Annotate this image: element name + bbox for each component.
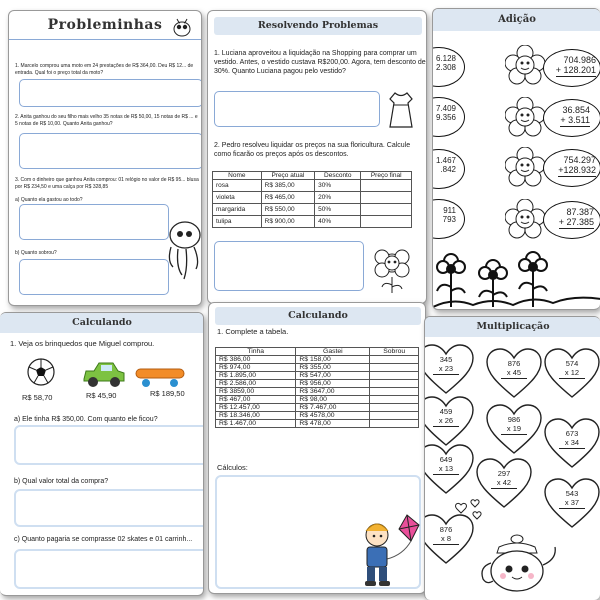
addend: 1.467 [435, 156, 456, 165]
worksheet-calculando-tabela [208, 302, 426, 594]
addend: 704.986 [563, 55, 596, 65]
cell: R$ 4578,00 [296, 412, 370, 420]
addend: 754.297 [563, 155, 596, 165]
answer-cell[interactable] [361, 180, 412, 192]
problema-3a-text: a) Quanto ela gastou ao todo? [15, 197, 83, 203]
table-header: Gastei [296, 348, 370, 356]
resolvendo-question-2: 2. Pedro resolveu liquidar os preços na sua floricultura. Calcule como ficarão os preços após os descontos. [214, 142, 411, 159]
multiplicacao-title: Multiplicação [425, 317, 600, 337]
worksheet-adicao [432, 8, 600, 310]
table-row [216, 412, 419, 420]
soccer-ball-icon [26, 357, 56, 387]
cell: R$ 386,00 [216, 356, 296, 364]
table-row [216, 388, 419, 396]
factor: x 12 [559, 368, 585, 378]
cell: R$ 2.586,00 [216, 380, 296, 388]
problema-1-text: 1. Marcelo comprou uma moto em 24 prestações de R$ 364,00. Deu R$ 12... de entrada. Qual foi o preço total da moto? [15, 63, 194, 76]
factor: 459 [439, 407, 453, 416]
calculando-1-question-b: b) Qual valor total da compra? [14, 478, 109, 485]
multiplication-heart [424, 395, 475, 447]
calculando-2-intro: 1. Complete a tabela. [217, 327, 289, 336]
cell: R$ 18.346,00 [216, 412, 296, 420]
table-header: Preço atual [261, 172, 315, 180]
cell: R$ 98,00 [296, 396, 370, 404]
cell: R$ 7.467,00 [296, 404, 370, 412]
table-row [213, 216, 412, 228]
addend: .842 [440, 164, 456, 174]
addend: +128.932 [558, 164, 596, 175]
cell: R$ 465,00 [261, 192, 315, 204]
flower-garden-icon [433, 247, 600, 309]
cell: R$ 3859,00 [216, 388, 296, 396]
cell: R$ 467,00 [216, 396, 296, 404]
addition-circle-right [543, 99, 600, 137]
table-row [213, 192, 412, 204]
answer-box-a[interactable] [14, 425, 204, 465]
cell: R$ 3647,00 [296, 388, 370, 396]
answer-cell[interactable] [370, 372, 419, 380]
resolvendo-question-1: 1. Luciana aproveitou a liquidação na Shopping para comprar um vestido. Antes, o vestido custava R$200,00. Agora, tem desconto de 30%. Quanto Luciana pagou pelo vestido? [214, 50, 426, 76]
table-row [216, 420, 419, 428]
problema-3-text: 3. Com o dinheiro que ganhou Anita comprou: 01 relógio no valor de R$ 95... blusa por R$ 234,50 e uma calça por R$ 328,85 [15, 177, 199, 190]
calculos-label: Cálculos: [217, 463, 248, 472]
multiplication-heart [543, 417, 600, 469]
resolvendo-calc-box[interactable] [214, 241, 364, 291]
problema-2-text: 2. Anita ganhou do seu filho mais velho 35 notas de R$ 50,00, 15 notas de R$ ... e 5 notas de R$ 10,00. Quanto Anita ganhou? [15, 114, 198, 127]
addend: 36.854 [562, 105, 590, 115]
factor: 543 [565, 489, 579, 498]
small-hearts-icon [455, 497, 485, 521]
bug-icon [169, 15, 195, 39]
answer-cell[interactable] [370, 420, 419, 428]
flower-price-table [212, 171, 412, 228]
calculando-1-title: Calculando [0, 313, 204, 333]
cell: R$ 956,00 [296, 380, 370, 388]
calculando-1-question-c: c) Quanto pagaria se comprasse 02 skates e 01 carrinh... [14, 536, 193, 543]
addend: 9.356 [435, 112, 456, 122]
cell: R$ 158,00 [296, 356, 370, 364]
table-header: Tinha [216, 348, 296, 356]
table-row [213, 180, 412, 192]
cell: 40% [315, 216, 361, 228]
factor: x 45 [501, 368, 527, 378]
skateboard-icon [134, 363, 186, 389]
multiplication-heart [424, 343, 475, 395]
cell: R$ 547,00 [296, 372, 370, 380]
factor: 876 [507, 359, 521, 368]
cell: rosa [213, 180, 262, 192]
cell: R$ 550,00 [261, 204, 315, 216]
table-header: Sobrou [370, 348, 419, 356]
addition-circle-right [543, 49, 600, 87]
factor: x 19 [501, 424, 527, 434]
cell: R$ 12.457,00 [216, 404, 296, 412]
factor: 876 [439, 525, 453, 534]
answer-box-c[interactable] [14, 549, 204, 589]
factor: x 42 [491, 478, 517, 488]
factor: 574 [565, 359, 579, 368]
dress-icon [384, 91, 418, 129]
table-header: Nome [213, 172, 262, 180]
multiplication-heart [543, 347, 600, 399]
answer-cell[interactable] [370, 380, 419, 388]
table-row [216, 404, 419, 412]
cell: R$ 478,00 [296, 420, 370, 428]
factor: 986 [507, 415, 521, 424]
cell: R$ 1.467,00 [216, 420, 296, 428]
boy-with-kite-icon [355, 511, 423, 591]
factor: 649 [439, 455, 453, 464]
factor: x 37 [559, 498, 585, 508]
calculando-1-intro: 1. Veja os brinquedos que Miguel comprou. [10, 339, 155, 348]
soccer-ball-price: R$ 58,70 [22, 393, 53, 402]
worksheet-resolvendo-problemas [207, 10, 427, 304]
worksheet-multiplicacao [424, 316, 600, 600]
multiplication-heart [485, 403, 543, 455]
addend: 2.308 [435, 62, 456, 72]
worksheet-probleminhas [8, 10, 202, 306]
flower-face-icon [505, 147, 545, 187]
toy-car-icon [80, 359, 126, 389]
probleminhas-title: Probleminhas [47, 17, 163, 33]
cell: R$ 355,00 [296, 364, 370, 372]
factor: x 26 [433, 416, 459, 426]
answer-box-3a[interactable] [19, 204, 169, 240]
octopus-icon [163, 219, 202, 289]
cell: 50% [315, 204, 361, 216]
addend: 911 [443, 206, 456, 215]
toy-car-price: R$ 45,90 [86, 391, 117, 400]
cell: violeta [213, 192, 262, 204]
table-row [216, 356, 419, 364]
flower-face-icon [505, 199, 545, 239]
cell: R$ 1.895,00 [216, 372, 296, 380]
teapot-icon [477, 531, 557, 597]
cell: tulipa [213, 216, 262, 228]
cell: margarida [213, 204, 262, 216]
answer-cell[interactable] [370, 396, 419, 404]
flower-character-icon [368, 243, 416, 295]
answer-cell[interactable] [370, 404, 419, 412]
cell: R$ 974,00 [216, 364, 296, 372]
addition-circle-left [432, 47, 465, 87]
addend: + 27.385 [558, 216, 594, 227]
answer-cell[interactable] [370, 388, 419, 396]
table-row [216, 372, 419, 380]
cell: R$ 385,00 [261, 180, 315, 192]
addend: + 3.511 [560, 114, 590, 125]
money-table [215, 347, 419, 428]
table-header: Preço final [361, 172, 412, 180]
addition-circle-right [543, 201, 600, 239]
answer-cell[interactable] [361, 216, 412, 228]
factor: 345 [439, 355, 453, 364]
answer-cell[interactable] [370, 364, 419, 372]
answer-box-1[interactable] [19, 79, 202, 107]
answer-box-b[interactable] [14, 489, 204, 527]
addition-circle-right [543, 149, 600, 187]
factor: x 34 [559, 438, 585, 448]
table-row [213, 204, 412, 216]
factor: x 13 [433, 464, 459, 474]
flower-face-icon [505, 45, 545, 85]
table-header: Desconto [315, 172, 361, 180]
calculando-2-title: Calculando [215, 307, 421, 325]
addition-circle-left [432, 97, 465, 137]
resolvendo-title: Resolvendo Problemas [214, 17, 422, 35]
factor: x 23 [433, 364, 459, 374]
addition-circle-left [432, 149, 465, 189]
addend: 6.128 [435, 54, 456, 63]
addition-circle-left [432, 199, 465, 239]
answer-cell[interactable] [361, 192, 412, 204]
cell: R$ 900,00 [261, 216, 315, 228]
answer-box-2[interactable] [19, 133, 202, 169]
addend: 7.409 [435, 104, 456, 113]
worksheet-calculando-brinquedos [0, 312, 204, 596]
multiplication-heart [485, 347, 543, 399]
answer-cell[interactable] [370, 412, 419, 420]
problema-3b-text: b) Quanto sobrou? [15, 250, 57, 256]
resolvendo-answer-box[interactable] [214, 91, 380, 127]
answer-cell[interactable] [361, 204, 412, 216]
adicao-title: Adição [433, 9, 600, 31]
table-row [216, 364, 419, 372]
multiplication-heart [424, 443, 475, 495]
table-row [216, 380, 419, 388]
addend: + 128.201 [555, 64, 596, 75]
multiplication-heart [543, 477, 600, 529]
calculando-1-question-a: a) Ele tinha R$ 350,00. Com quanto ele ficou? [14, 416, 158, 423]
addend: 793 [442, 214, 456, 224]
factor: 297 [497, 469, 511, 478]
factor: 673 [565, 429, 579, 438]
addend: 87.387 [566, 207, 594, 217]
cell: 20% [315, 192, 361, 204]
cell: 30% [315, 180, 361, 192]
answer-box-3b[interactable] [19, 259, 169, 295]
answer-cell[interactable] [370, 356, 419, 364]
table-row [216, 396, 419, 404]
skateboard-price: R$ 189,50 [150, 389, 185, 398]
factor: x 8 [433, 534, 459, 544]
flower-face-icon [505, 97, 545, 137]
